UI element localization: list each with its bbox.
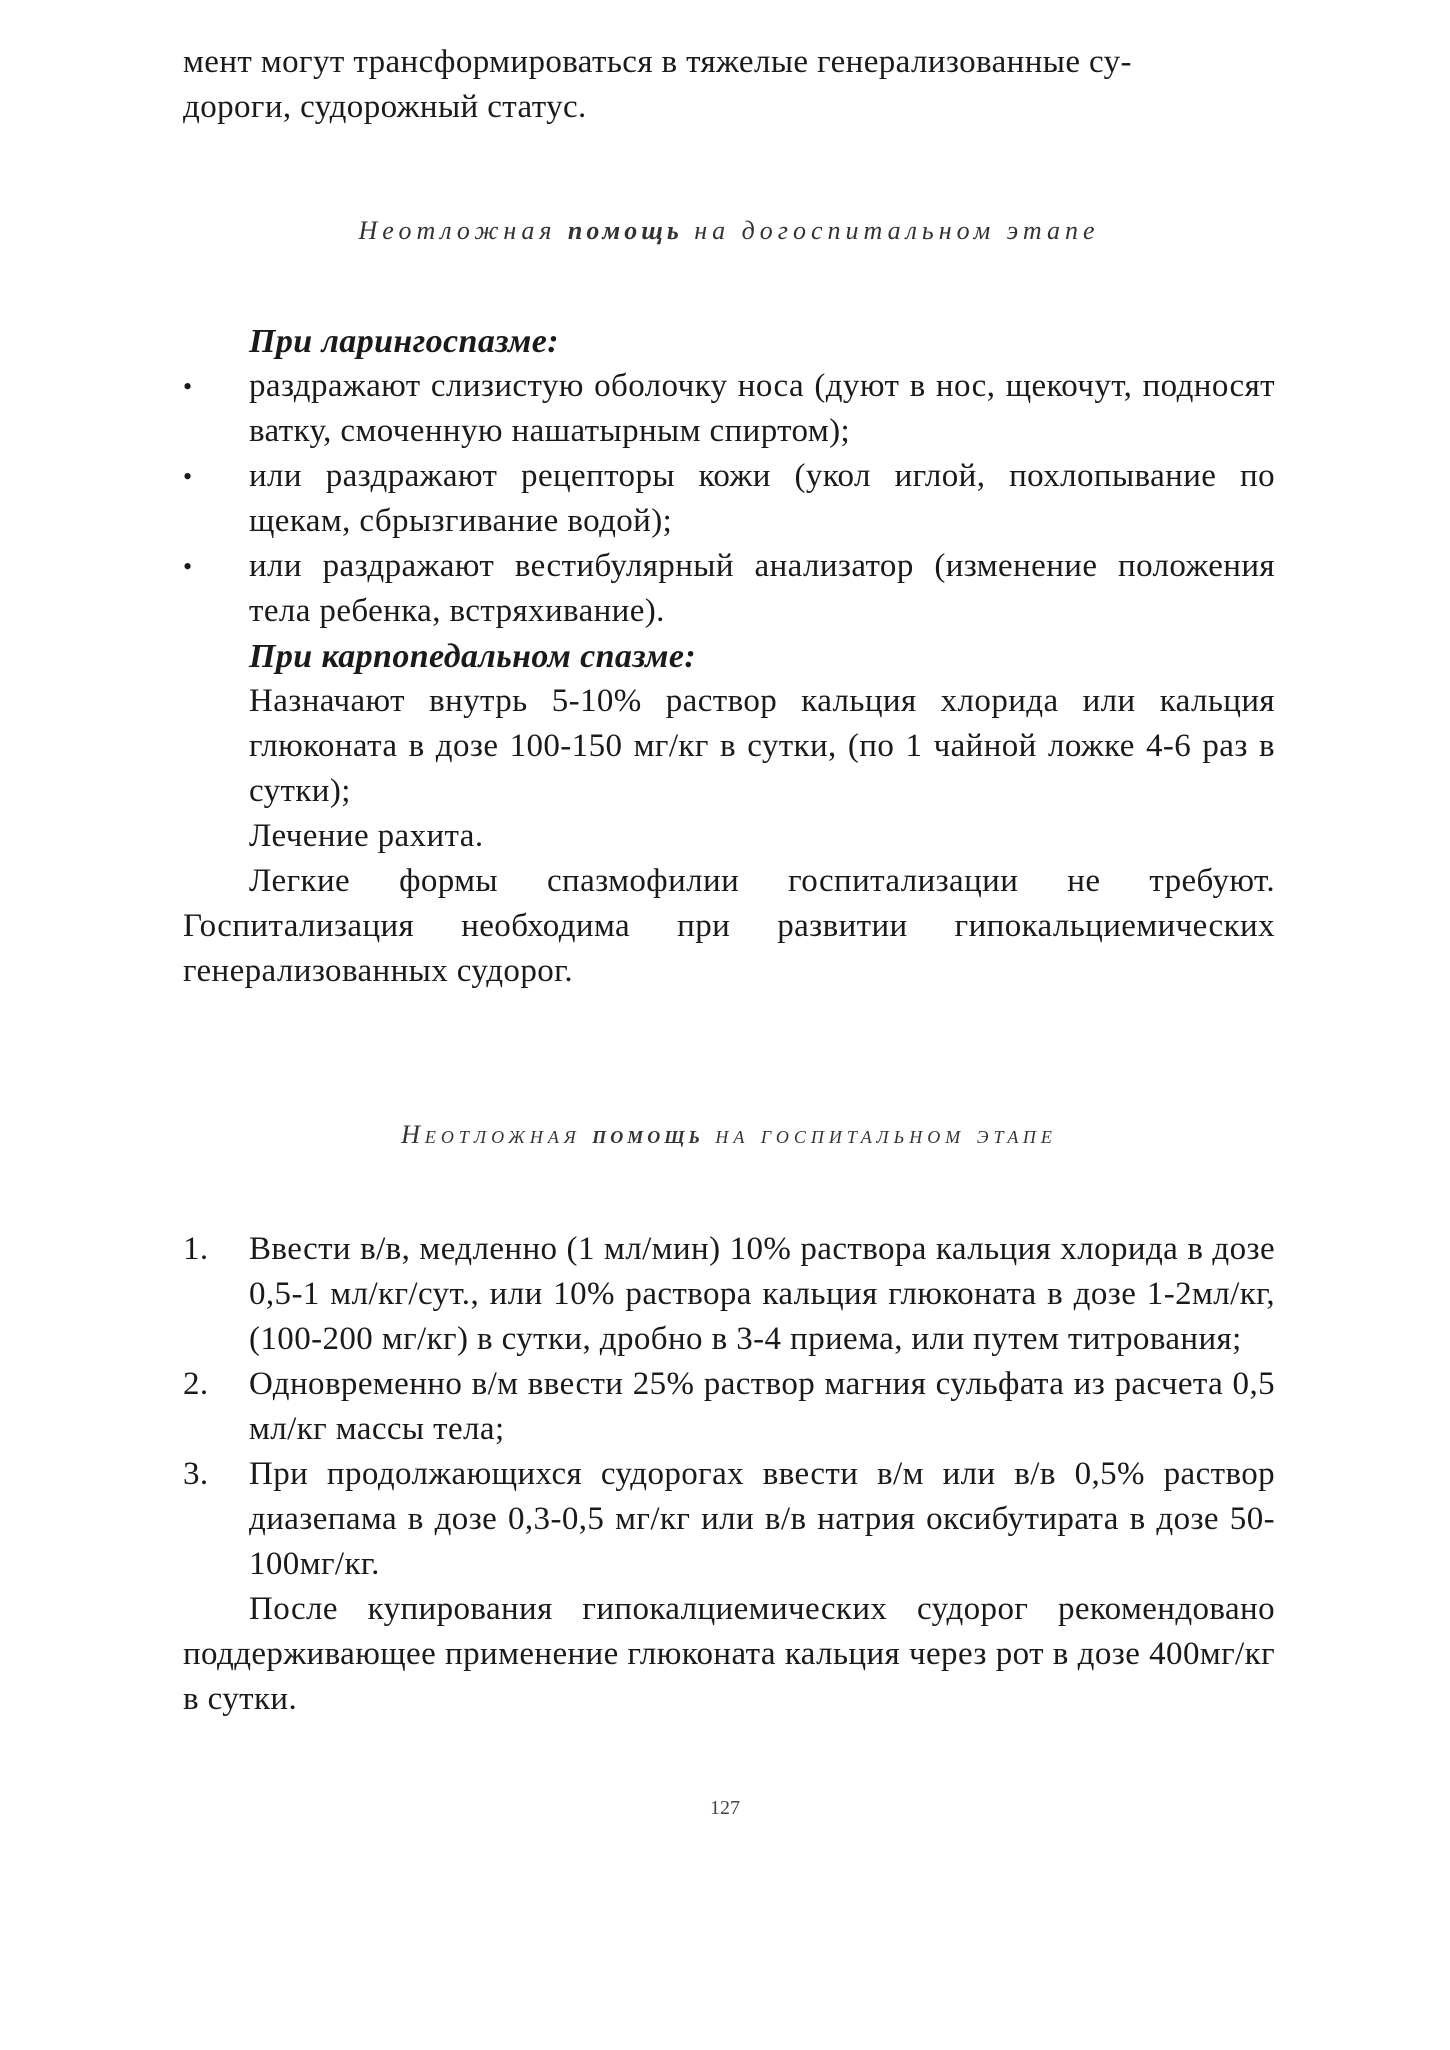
laryngospasm-list bbox=[183, 364, 1275, 634]
list-item-text: раздражают слизистую оболочку носа (дуют в нос, щекочут, подносят ватку, смоченную нашатырным спиртом); bbox=[249, 368, 1275, 449]
page-content bbox=[183, 40, 1275, 1722]
hospital-steps-list bbox=[183, 1227, 1275, 1587]
list-item-text: Одновременно в/м ввести 25% раствор магния сульфата из расчета 0,5 мл/кг массы тела; bbox=[249, 1366, 1275, 1447]
heading-hospital-pre: Неотложная bbox=[401, 1120, 593, 1149]
carpopedal-text-2: Лечение рахита. bbox=[249, 818, 484, 854]
list-item bbox=[183, 1452, 1275, 1587]
list-item-text: Ввести в/в, медленно (1 мл/мин) 10% раствора кальция хлорида в дозе 0,5-1 мл/кг/сут., или 10% раствора кальция глюконата в дозе 1-2мл/кг, (100-200 мг/кг) в сутки, дробно в 3-4 приема, или путем титрования; bbox=[249, 1231, 1275, 1357]
list-item bbox=[183, 544, 1275, 634]
page-number: 127 bbox=[710, 1797, 740, 1819]
maintenance-paragraph: После купирования гипокалциемических судорог рекомендовано поддерживающее применение глюконата кальция через рот в дозе 400мг/кг в сутки. bbox=[183, 1591, 1275, 1717]
list-item bbox=[183, 454, 1275, 544]
laryngospasm-title: При ларингоспазме: bbox=[249, 323, 559, 360]
heading-hospital-post: на госпитальном этапе bbox=[703, 1120, 1057, 1149]
heading-prehospital-pre: Неотложная bbox=[358, 216, 568, 245]
section-heading-hospital bbox=[183, 1112, 1275, 1157]
list-item-text: или раздражают вестибулярный анализатор (изменение положения тела ребенка, встряхивание). bbox=[249, 548, 1275, 629]
carpopedal-text-1: Назначают внутрь 5-10% раствор кальция хлорида или кальция глюконата в дозе 100-150 мг/кг в сутки, (по 1 чайной ложке 4-6 раз в сутки); bbox=[249, 683, 1275, 809]
intro-line-1: мент могут трансформироваться в тяжелые генерализованные су- bbox=[183, 44, 1132, 80]
bullet-icon: • bbox=[183, 372, 193, 401]
list-item-text: При продолжающихся судорогах ввести в/м или в/в 0,5% раствор диазепама в дозе 0,3-0,5 мг/кг или в/в натрия оксибутирата в дозе 50-100мг/кг. bbox=[249, 1456, 1275, 1582]
heading-prehospital-bold: помощь bbox=[567, 216, 683, 245]
heading-hospital-bold: помощь bbox=[592, 1120, 704, 1149]
item-number: 2. bbox=[183, 1366, 209, 1402]
list-item bbox=[183, 1227, 1275, 1362]
heading-prehospital-post: на догоспитальном этапе bbox=[682, 216, 1100, 245]
item-number: 3. bbox=[183, 1456, 209, 1492]
carpopedal-title: При карпопедальном спазме: bbox=[249, 638, 697, 675]
list-item bbox=[183, 364, 1275, 454]
intro-paragraph bbox=[183, 40, 1275, 130]
bullet-icon: • bbox=[183, 462, 193, 491]
section-heading-prehospital bbox=[183, 208, 1275, 253]
intro-line-2: дороги, судорожный статус. bbox=[183, 89, 587, 125]
item-number: 1. bbox=[183, 1231, 209, 1267]
list-item bbox=[183, 1362, 1275, 1452]
bullet-icon: • bbox=[183, 552, 193, 581]
list-item-text: или раздражают рецепторы кожи (укол иглой, похлопывание по щекам, сбрызгивание водой); bbox=[249, 458, 1275, 539]
hospitalization-paragraph: Легкие формы спазмофилии госпитализации не требуют. Госпитализация необходима при развитии гипокальциемических генерализованных судорог. bbox=[183, 863, 1275, 989]
